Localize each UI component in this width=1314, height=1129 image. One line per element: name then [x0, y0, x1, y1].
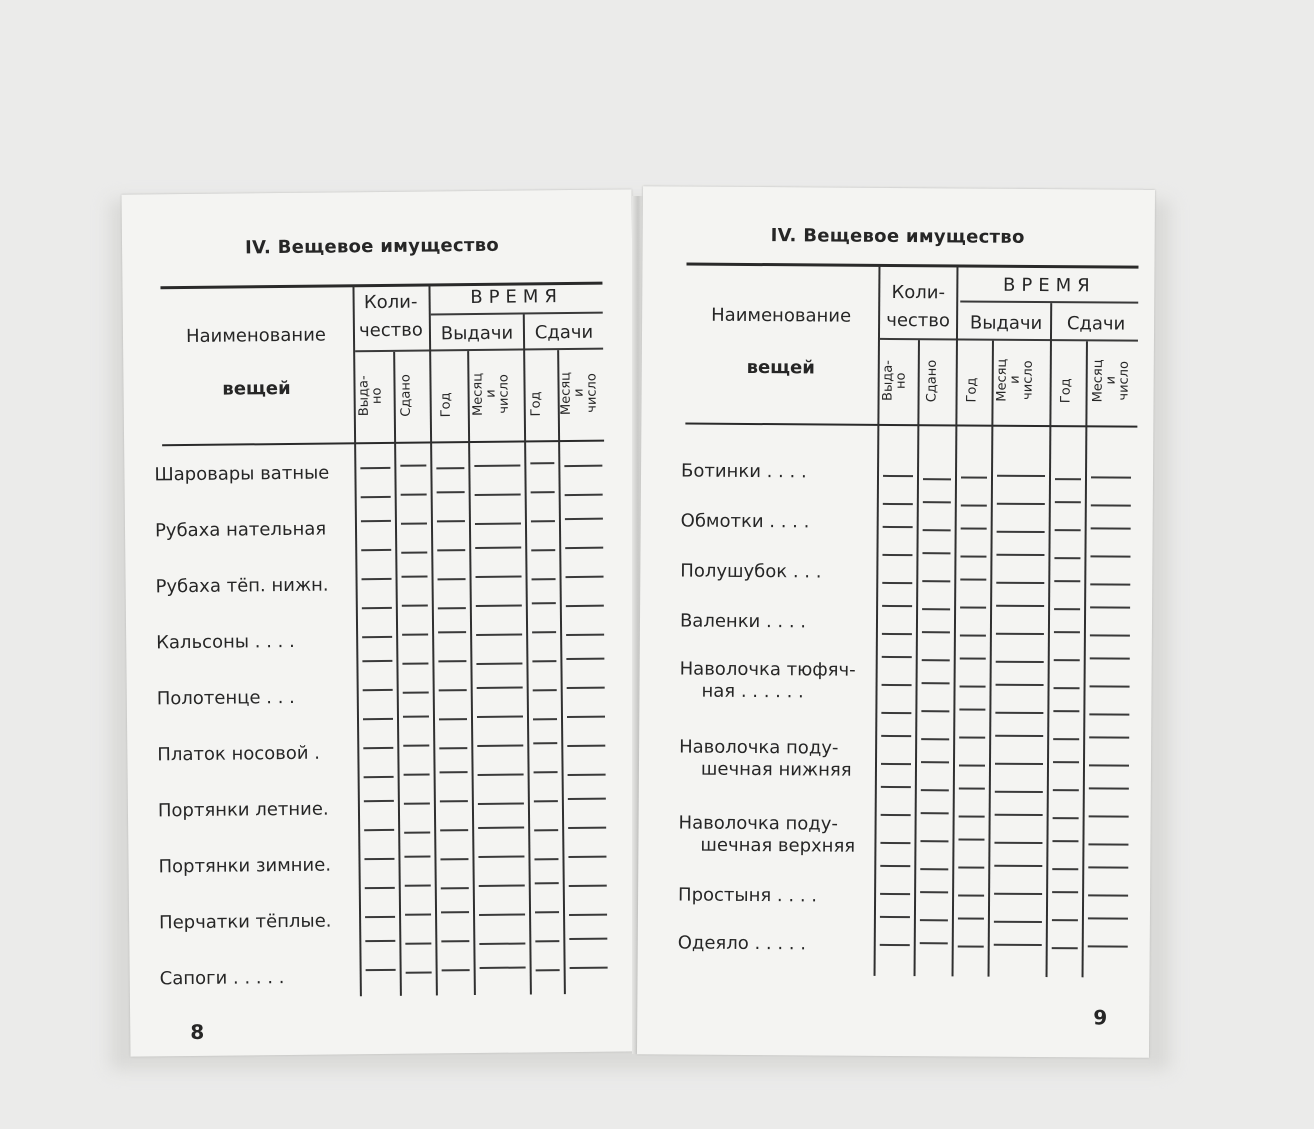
entry-blank-line — [1052, 919, 1078, 921]
entry-blank-line — [960, 685, 986, 687]
entry-blank-line — [1088, 917, 1128, 919]
entry-blank-line — [1089, 736, 1129, 738]
item-label: Сапоги . . . . . — [159, 967, 285, 990]
entry-blank-line — [1054, 608, 1080, 610]
right-page — [637, 186, 1155, 1058]
entry-blank-line — [569, 938, 607, 940]
entry-blank-line — [1053, 817, 1079, 819]
entry-blank-line — [365, 887, 395, 889]
entry-blank-line — [959, 815, 985, 817]
entry-blank-line — [534, 800, 558, 802]
entry-blank-line — [532, 578, 556, 580]
entry-blank-line — [360, 467, 390, 469]
entry-blank-line — [437, 491, 465, 493]
column-divider — [988, 341, 994, 977]
item-label: Портянки летние. — [157, 798, 329, 822]
column-header-quantity-line1: Коли- — [363, 291, 418, 314]
entry-blank-line — [566, 576, 604, 578]
entry-blank-line — [996, 661, 1044, 663]
entry-blank-line — [994, 944, 1042, 946]
entry-blank-line — [1052, 868, 1078, 870]
column-header-name-line1: Наименование — [711, 304, 852, 327]
entry-blank-line — [480, 967, 526, 969]
entry-blank-line — [405, 913, 431, 915]
entry-blank-line — [921, 710, 949, 712]
entry-blank-line — [568, 827, 606, 829]
column-header-monthday-issue: Месяц и число — [470, 372, 512, 416]
item-label: Полотенце . . . — [156, 686, 295, 710]
entry-blank-line — [530, 462, 554, 464]
entry-blank-line — [1055, 501, 1081, 503]
entry-blank-line — [921, 738, 949, 740]
entry-blank-line — [882, 554, 912, 556]
entry-blank-line — [1088, 894, 1128, 896]
column-divider — [393, 352, 402, 996]
entry-blank-line — [536, 969, 560, 971]
column-divider — [1082, 341, 1088, 977]
column-header-year-issue: Год — [964, 378, 980, 404]
header-bottom-rule — [162, 440, 604, 447]
entry-blank-line — [922, 552, 950, 554]
entry-blank-line — [361, 549, 391, 551]
page-number: 9 — [1093, 1005, 1108, 1030]
entry-blank-line — [1090, 685, 1130, 687]
item-label: Рубаха нательная — [154, 518, 327, 542]
entry-blank-line — [478, 774, 524, 776]
column-header-year-issue: Год — [438, 392, 454, 418]
entry-blank-line — [402, 634, 428, 636]
entry-blank-line — [997, 531, 1045, 533]
entry-blank-line — [922, 580, 950, 582]
entry-blanks — [643, 186, 1155, 190]
entry-blank-line — [362, 660, 392, 662]
entry-blank-line — [1090, 583, 1130, 585]
entry-blank-line — [923, 478, 951, 480]
column-header-return: Сдачи — [1066, 313, 1126, 335]
column-header-monthday-return: Месяц и число — [558, 371, 600, 415]
entry-blank-line — [922, 608, 950, 610]
entry-blank-line — [475, 494, 521, 496]
entry-blank-line — [996, 633, 1044, 635]
left-page — [122, 189, 641, 1056]
page-number: 8 — [190, 1019, 205, 1045]
column-header-monthday-issue: Месяц и число — [994, 358, 1036, 402]
entry-blank-line — [881, 814, 911, 816]
entry-blank-line — [406, 971, 432, 973]
entry-blank-line — [439, 747, 467, 749]
entry-blank-line — [438, 607, 466, 609]
entry-blank-line — [923, 529, 951, 531]
entry-blank-line — [478, 856, 524, 858]
column-divider — [467, 351, 476, 995]
entry-blank-line — [404, 855, 430, 857]
entry-blank-line — [364, 829, 394, 831]
entry-blank-line — [438, 660, 466, 662]
column-header-issue: Выдачи — [440, 322, 514, 345]
entry-blank-line — [361, 496, 391, 498]
entry-blank-line — [404, 802, 430, 804]
column-divider — [914, 340, 920, 976]
entry-blank-line — [1091, 504, 1131, 506]
column-header-quantity-line2: чество — [886, 309, 951, 332]
column-header-issued: Выда- но — [880, 360, 909, 402]
entry-blank-line — [960, 606, 986, 608]
entry-blank-line — [995, 814, 1043, 816]
entry-blank-line — [1054, 687, 1080, 689]
column-header-name-line2: вещей — [746, 356, 816, 379]
entry-blank-line — [995, 791, 1043, 793]
entry-blank-line — [364, 800, 394, 802]
column-header-quantity-line1: Коли- — [891, 281, 946, 304]
entry-blank-line — [401, 552, 427, 554]
entry-blank-line — [437, 549, 465, 551]
entry-blank-line — [880, 865, 910, 867]
entry-blank-line — [958, 894, 984, 896]
entry-blank-line — [436, 467, 464, 469]
entry-blank-line — [568, 856, 606, 858]
entry-blank-line — [475, 547, 521, 549]
entry-blank-line — [958, 945, 984, 947]
column-divider — [952, 266, 959, 976]
entry-blank-line — [1089, 787, 1129, 789]
entry-blank-line — [531, 549, 555, 551]
entry-blank-line — [923, 501, 951, 503]
entry-blank-line — [1055, 529, 1081, 531]
column-header-returned: Сдано — [398, 374, 414, 418]
entry-blank-line — [880, 842, 910, 844]
entry-blank-line — [997, 475, 1045, 477]
entry-blank-line — [363, 689, 393, 691]
entry-blank-line — [880, 893, 910, 895]
entry-blank-line — [882, 656, 912, 658]
entry-blank-line — [364, 858, 394, 860]
entry-blank-line — [533, 689, 557, 691]
entry-blank-line — [920, 942, 948, 944]
entry-blank-line — [533, 718, 557, 720]
entry-blank-line — [996, 554, 1044, 556]
entry-blank-line — [960, 578, 986, 580]
entry-blank-line — [437, 520, 465, 522]
item-label: Шаровары ватные — [154, 462, 330, 486]
entry-blanks — [122, 189, 632, 194]
entry-blank-line — [475, 523, 521, 525]
entry-blank-line — [441, 911, 469, 913]
column-header-quantity-line2: чество — [358, 319, 423, 342]
entry-blank-line — [363, 747, 393, 749]
entry-blank-line — [1053, 710, 1079, 712]
entry-blank-line — [531, 520, 555, 522]
entry-blank-line — [440, 858, 468, 860]
entry-blank-line — [479, 914, 525, 916]
column-header-issued: Выда- но — [356, 375, 385, 417]
entry-blank-line — [361, 520, 391, 522]
entry-blank-line — [1052, 947, 1078, 949]
entry-blank-line — [881, 712, 911, 714]
column-header-year-return: Год — [1058, 378, 1074, 404]
entry-blank-line — [479, 885, 525, 887]
item-label: Портянки зимние. — [158, 854, 332, 878]
column-header-issue: Выдачи — [969, 312, 1043, 335]
entry-blank-line — [959, 787, 985, 789]
column-divider — [557, 350, 566, 994]
entry-blank-line — [996, 684, 1044, 686]
item-label: Обмотки . . . . — [680, 510, 810, 533]
entry-blank-line — [534, 771, 558, 773]
entry-blank-line — [1088, 866, 1128, 868]
entry-blank-line — [568, 774, 606, 776]
entry-blank-line — [996, 582, 1044, 584]
entry-blank-line — [474, 465, 520, 467]
entry-blank-line — [994, 921, 1042, 923]
entry-blank-line — [1091, 527, 1131, 529]
entry-blank-line — [961, 504, 987, 506]
entry-blank-line — [995, 712, 1043, 714]
entry-blank-line — [1054, 580, 1080, 582]
entry-blank-line — [438, 631, 466, 633]
entry-blank-line — [404, 773, 430, 775]
entry-blank-line — [920, 919, 948, 921]
entry-blank-line — [535, 940, 559, 942]
entry-blank-line — [959, 736, 985, 738]
entry-blank-line — [1089, 815, 1129, 817]
entry-blank-line — [402, 576, 428, 578]
entry-blank-line — [883, 503, 913, 505]
entry-blank-line — [531, 491, 555, 493]
entry-blank-line — [921, 812, 949, 814]
entry-blank-line — [960, 657, 986, 659]
entry-blank-line — [995, 763, 1043, 765]
item-label: Наволочка тюфяч- ная . . . . . . — [679, 658, 856, 703]
column-header-name-line2: вещей — [222, 377, 291, 400]
entry-blank-line — [994, 865, 1042, 867]
entry-blank-line — [994, 893, 1042, 895]
entry-blank-line — [882, 684, 912, 686]
entry-blank-line — [1090, 634, 1130, 636]
entry-blank-line — [478, 803, 524, 805]
entry-blank-line — [532, 660, 556, 662]
entry-blank-line — [958, 866, 984, 868]
entry-blank-line — [1053, 789, 1079, 791]
entry-blank-line — [405, 942, 431, 944]
entry-blank-line — [532, 631, 556, 633]
entry-blank-line — [921, 761, 949, 763]
item-label: Полушубок . . . — [680, 560, 822, 583]
column-header-returned: Сдано — [924, 359, 940, 403]
column-header-monthday-return: Месяц и число — [1090, 358, 1132, 402]
entry-blank-line — [881, 735, 911, 737]
entry-blank-line — [882, 633, 912, 635]
section-title: IV. Вещевое имущество — [770, 225, 1025, 248]
entry-blank-line — [478, 827, 524, 829]
item-label: Одеяло . . . . . — [677, 932, 807, 955]
entry-blank-line — [921, 789, 949, 791]
entry-blank-line — [920, 868, 948, 870]
entry-blank-line — [568, 798, 606, 800]
entry-blank-line — [440, 829, 468, 831]
entry-blank-line — [439, 718, 467, 720]
entry-blank-line — [566, 605, 604, 607]
entry-blank-line — [365, 940, 395, 942]
entry-blank-line — [961, 527, 987, 529]
entry-blank-line — [566, 658, 604, 660]
entry-blank-line — [569, 885, 607, 887]
entry-blank-line — [565, 494, 603, 496]
column-header-time: ВРЕМЯ — [1002, 274, 1096, 297]
entry-blank-line — [995, 735, 1043, 737]
entry-blank-line — [476, 605, 522, 607]
entry-blank-line — [401, 494, 427, 496]
entry-blank-line — [567, 716, 605, 718]
entry-blank-line — [535, 882, 559, 884]
entry-blank-line — [959, 708, 985, 710]
entry-blank-line — [441, 940, 469, 942]
entry-blank-line — [564, 465, 602, 467]
entry-blank-line — [882, 582, 912, 584]
entry-blank-line — [440, 771, 468, 773]
item-label: Перчатки тёплые. — [159, 910, 332, 934]
item-label: Наволочка поду- шечная нижняя — [679, 736, 852, 781]
entry-blank-line — [532, 602, 556, 604]
entry-blank-line — [566, 634, 604, 636]
entry-blank-line — [1052, 891, 1078, 893]
entry-blank-line — [960, 555, 986, 557]
entry-blank-line — [569, 914, 607, 916]
entry-blank-line — [565, 547, 603, 549]
item-label: Рубаха тёп. нижн. — [155, 574, 329, 598]
entry-blank-line — [1088, 843, 1128, 845]
entry-blank-line — [881, 763, 911, 765]
header-bottom-rule — [685, 423, 1137, 428]
entry-blank-line — [922, 682, 950, 684]
entry-blank-line — [364, 776, 394, 778]
entry-blank-line — [959, 764, 985, 766]
entry-blank-line — [1053, 761, 1079, 763]
entry-blank-line — [405, 884, 431, 886]
entry-blank-line — [439, 689, 467, 691]
entry-blank-line — [997, 503, 1045, 505]
entry-blank-line — [403, 716, 429, 718]
entry-blank-line — [958, 917, 984, 919]
entry-blank-line — [403, 745, 429, 747]
entry-blank-line — [477, 687, 523, 689]
entry-blank-line — [1054, 557, 1080, 559]
entry-blank-line — [882, 605, 912, 607]
entry-blank-line — [1090, 606, 1130, 608]
entry-blank-line — [476, 663, 522, 665]
column-divider — [1046, 303, 1053, 977]
header-top-rule — [686, 263, 1138, 269]
item-label: Платок носовой . — [157, 742, 321, 766]
entry-blank-line — [1089, 764, 1129, 766]
entry-blank-line — [441, 887, 469, 889]
entry-blank-line — [363, 718, 393, 720]
entry-blank-line — [442, 969, 470, 971]
entry-blank-line — [366, 969, 396, 971]
entry-blank-line — [440, 800, 468, 802]
entry-blank-line — [362, 578, 392, 580]
entry-blank-line — [1090, 657, 1130, 659]
entry-blank-line — [996, 605, 1044, 607]
entry-blank-line — [476, 634, 522, 636]
entry-blank-line — [920, 840, 948, 842]
entry-blank-line — [402, 663, 428, 665]
entry-blank-line — [533, 742, 557, 744]
entry-blank-line — [402, 605, 428, 607]
entry-blank-line — [922, 631, 950, 633]
item-label: Ботинки . . . . — [680, 460, 807, 483]
entry-blank-line — [922, 659, 950, 661]
entry-blank-line — [1054, 631, 1080, 633]
entry-blank-line — [567, 687, 605, 689]
entry-blank-line — [365, 916, 395, 918]
entry-blank-line — [400, 465, 426, 467]
entry-blank-line — [534, 858, 558, 860]
item-label: Простыня . . . . — [678, 884, 818, 907]
entry-blank-line — [958, 838, 984, 840]
entry-blank-line — [477, 745, 523, 747]
entry-blank-line — [438, 578, 466, 580]
entry-blank-line — [535, 911, 559, 913]
entry-blank-line — [403, 692, 429, 694]
entry-blank-line — [881, 786, 911, 788]
entry-blank-line — [401, 523, 427, 525]
entry-blank-line — [1055, 478, 1081, 480]
entry-blank-line — [479, 943, 525, 945]
entry-blank-line — [994, 842, 1042, 844]
entry-blank-line — [404, 831, 430, 833]
item-label: Валенки . . . . — [679, 610, 807, 633]
column-header-time: ВРЕМЯ — [470, 286, 564, 309]
entry-blank-line — [880, 916, 910, 918]
column-divider — [428, 285, 437, 995]
entry-blank-line — [1054, 659, 1080, 661]
entry-blank-line — [362, 636, 392, 638]
section-title: IV. Вещевое имущество — [244, 234, 500, 259]
entry-blank-line — [567, 745, 605, 747]
entry-blank-line — [920, 891, 948, 893]
entry-blank-line — [880, 944, 910, 946]
entry-blank-line — [961, 476, 987, 478]
entry-blank-line — [1091, 476, 1131, 478]
entry-blank-line — [534, 829, 558, 831]
header-time-rule — [431, 312, 603, 316]
entry-blank-line — [477, 716, 523, 718]
entry-blank-line — [565, 518, 603, 520]
item-label: Наволочка поду- шечная верхняя — [678, 812, 856, 857]
item-label: Кальсоны . . . . — [156, 630, 295, 654]
entry-blank-line — [1053, 738, 1079, 740]
entry-blank-line — [960, 634, 986, 636]
entry-blank-line — [362, 607, 392, 609]
entry-blank-line — [570, 967, 608, 969]
entry-blank-line — [1089, 713, 1129, 715]
entry-blank-line — [1088, 945, 1128, 947]
entry-blank-line — [883, 475, 913, 477]
column-header-year-return: Год — [528, 391, 544, 417]
entry-blank-line — [1052, 840, 1078, 842]
entry-blank-line — [883, 526, 913, 528]
entry-blank-line — [1090, 555, 1130, 557]
column-header-name-line1: Наименование — [185, 324, 327, 348]
entry-blank-line — [476, 576, 522, 578]
column-header-return: Сдачи — [534, 321, 594, 344]
